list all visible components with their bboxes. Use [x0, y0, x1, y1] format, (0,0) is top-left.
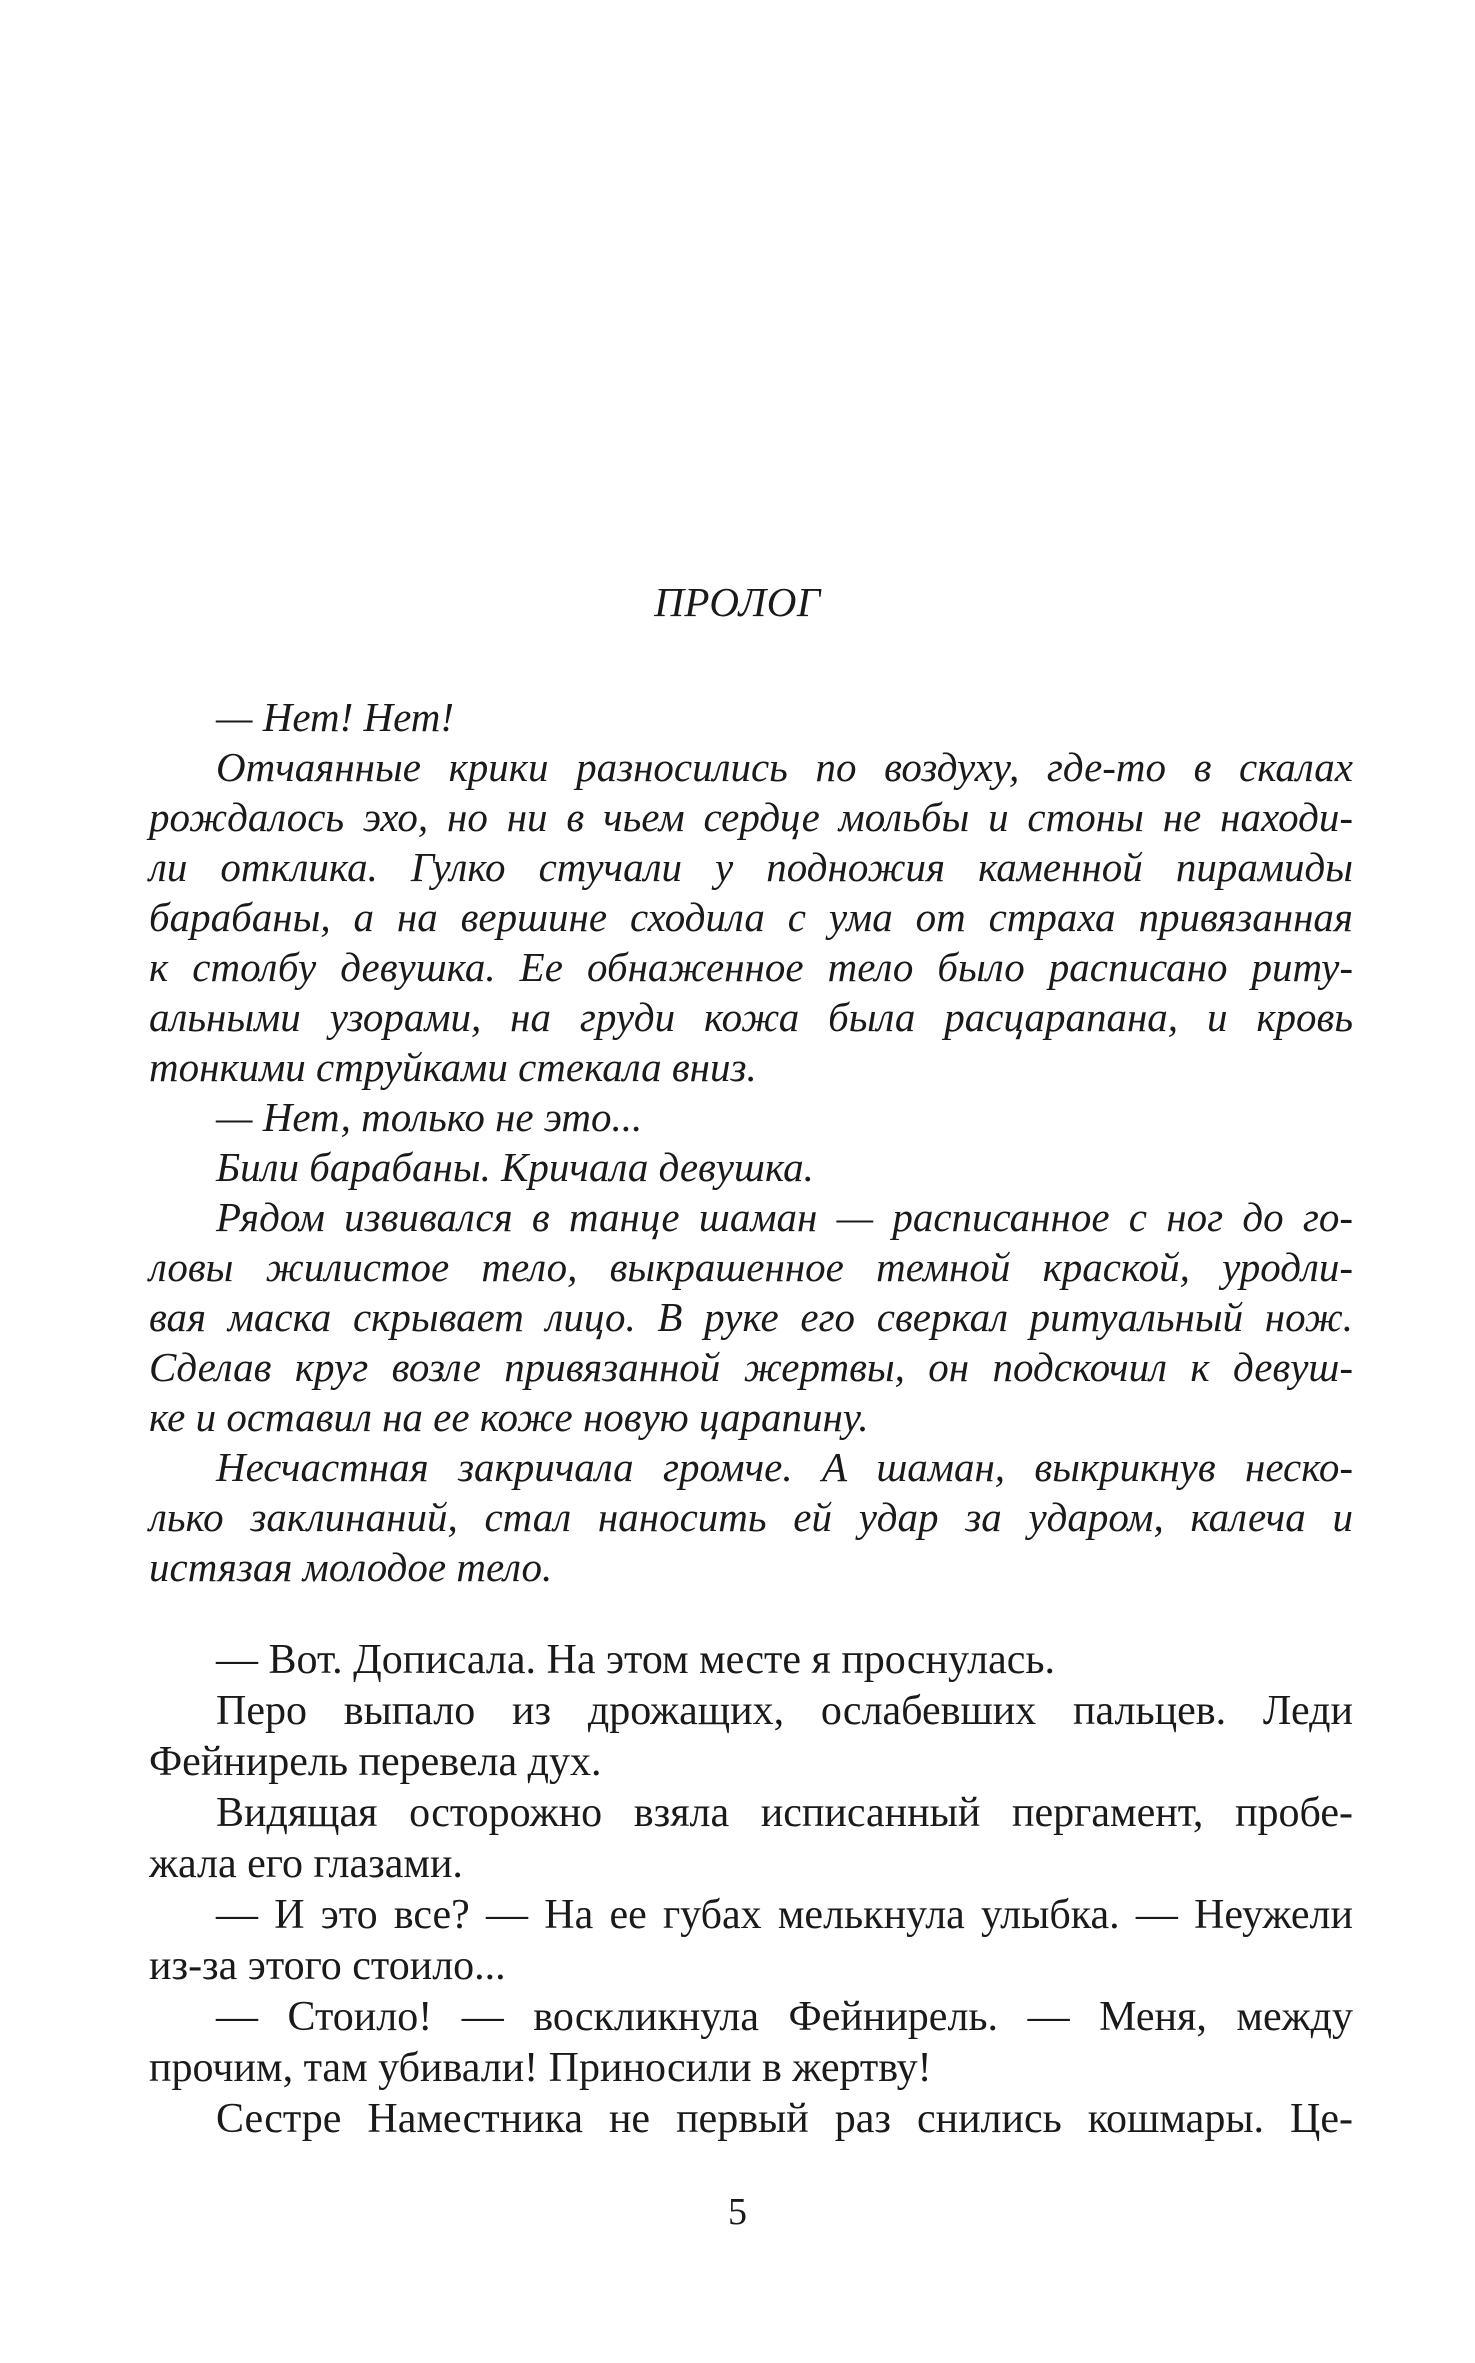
text-line: рождалось эхо, но ни в чьем сердце мольбы и стоны не находи- [149, 794, 1353, 840]
text-line: Фейнирель перевела дух. [149, 1739, 602, 1785]
text-line: прочим, там убивали! Приносили в жертву! [149, 2045, 932, 2091]
text-line: вая маска скрывает лицо. В руке его сверкал ритуальный нож. [149, 1294, 1353, 1340]
text-line: — Нет, только не это... [216, 1094, 643, 1140]
text-line: ловы жилистое тело, выкрашенное темной краской, уродли- [149, 1244, 1353, 1290]
text-line: тонкими струйками стекала вниз. [149, 1044, 757, 1090]
text-line: ке и оставил на ее коже новую царапину. [149, 1394, 869, 1440]
text-line: — Вот. Дописала. На этом месте я проснулась. [216, 1637, 1056, 1683]
text-line: Несчастная закричала громче. А шаман, выкрикнув неско- [216, 1444, 1353, 1490]
chapter-title: ПРОЛОГ [654, 579, 821, 625]
text-line: альными узорами, на груди кожа была расцарапана, и кровь [149, 994, 1353, 1040]
text-line: истязая молодое тело. [149, 1544, 553, 1590]
italic-passage [149, 692, 1353, 1592]
text-line: жала его глазами. [149, 1841, 463, 1887]
text-line: ли отклика. Гулко стучали у подножия каменной пирамиды [149, 844, 1353, 890]
text-line: барабаны, а на вершине сходила с ума от страха привязанная [149, 894, 1353, 940]
text-line: Видящая осторожно взяла исписанный пергамент, пробе- [216, 1790, 1353, 1836]
text-line: Перо выпало из дрожащих, ослабевших пальцев. Леди [216, 1688, 1353, 1734]
text-line: лько заклинаний, стал наносить ей удар за ударом, калеча и [149, 1494, 1353, 1540]
text-line: к столбу девушка. Ее обнаженное тело было расписано риту- [149, 944, 1353, 990]
text-line: Сестре Наместника не первый раз снились кошмары. Це- [216, 2096, 1353, 2142]
text-line: Били барабаны. Кричала девушка. [216, 1144, 814, 1190]
text-line: — Нет! Нет! [216, 694, 455, 740]
text-line: из-за этого стоило... [149, 1943, 506, 1989]
page-number: 5 [728, 2191, 747, 2233]
text-line: — Стоило! — воскликнула Фейнирель. — Меня, между [216, 1994, 1353, 2040]
text-line: — И это все? — На ее губах мелькнула улыбка. — Неужели [216, 1892, 1353, 1938]
roman-passage [149, 1635, 1353, 2145]
text-line: Отчаянные крики разносились по воздуху, где-то в скалах [216, 744, 1353, 790]
text-line: Рядом извивался в танце шаман — расписанное с ног до го- [216, 1194, 1353, 1240]
text-line: Сделав круг возле привязанной жертвы, он подскочил к девуш- [149, 1344, 1353, 1390]
